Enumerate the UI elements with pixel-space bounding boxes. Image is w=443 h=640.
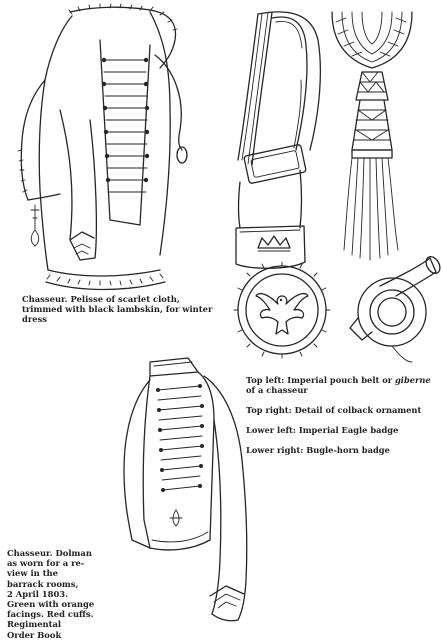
illustration-key [246,375,438,465]
key-lower-right: Lower right: Bugle-horn badge [246,445,390,455]
key-top-left-suffix: of a chasseur [246,385,308,395]
bugle-horn-drawing [350,254,443,362]
dolman-jacket-drawing [124,358,247,621]
key-top-left-prefix: Top left: Imperial pouch belt or [246,375,395,385]
key-lower-left: Lower left: Imperial Eagle badge [246,425,399,435]
key-top-left-italic: giberne [395,375,431,385]
dolman-caption: Chasseur. Dolman as worn for a re- view in the barrack rooms, 2 April 1803. Green with orange facings. Red cuffs. Regimental Order Book [7,548,95,640]
key-top-right: Top right: Detail of colback ornament [246,405,422,415]
pelisse-jacket-drawing [18,4,187,290]
pouch-belt-drawing [236,12,320,268]
pelisse-caption: Chasseur. Pelisse of scarlet cloth, trimmed with black lambskin, for winter dress [22,294,213,325]
eagle-badge-drawing [234,262,330,358]
cord-tassel-drawing [332,12,412,260]
key-top-left [246,375,438,395]
